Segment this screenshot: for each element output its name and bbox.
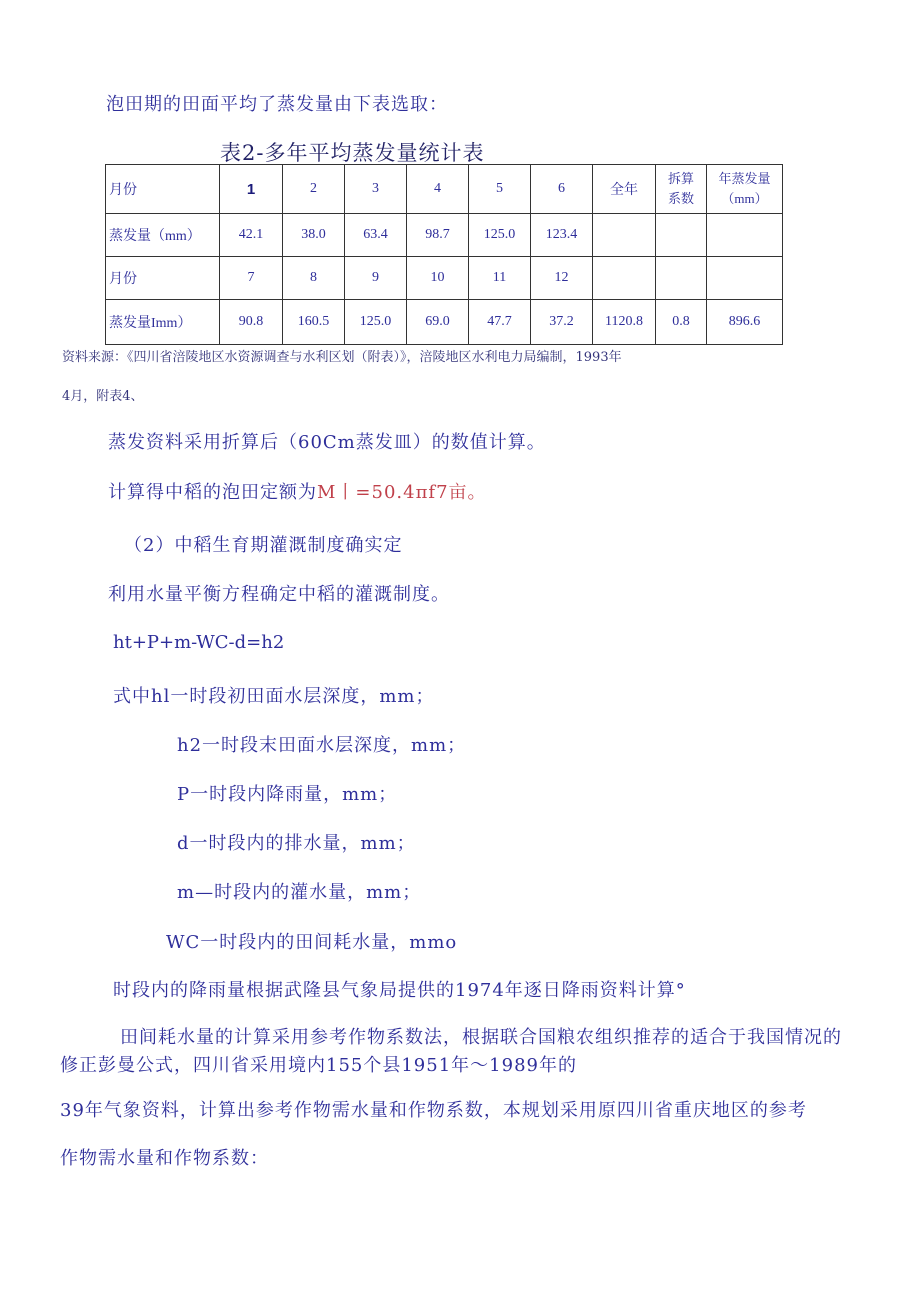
table-cell: 0.8 <box>656 300 707 345</box>
table-row <box>106 300 783 345</box>
balance-paragraph: 利用水量平衡方程确定中稻的灌溉制度。 <box>108 584 450 605</box>
table-row <box>106 257 783 300</box>
table-cell: 9 <box>345 257 407 300</box>
table-cell: 3 <box>345 165 407 214</box>
rainfall-paragraph: 时段内的降雨量根据武隆县气象局提供的1974年逐日降雨资料计算° <box>113 980 686 1001</box>
table-row <box>106 214 783 257</box>
table-cell: 98.7 <box>407 214 469 257</box>
evaporation-paragraph: 蒸发资料采用折算后（60Cm蒸发皿）的数值计算。 <box>108 432 546 453</box>
table-cell: 5 <box>469 165 531 214</box>
table-cell: 11 <box>469 257 531 300</box>
table-cell: 4 <box>407 165 469 214</box>
intro-paragraph: 泡田期的田面平均了蒸发量由下表选取： <box>106 94 448 115</box>
quota-value: M丨=50.4πf7亩。 <box>317 482 487 503</box>
coef-header-line1: 拆算 <box>667 171 694 186</box>
table-source-note-cont: 4月，附表4、 <box>62 389 144 404</box>
table-cell: 12 <box>531 257 593 300</box>
table-cell: 123.4 <box>531 214 593 257</box>
definition-item: WC一时段内的田间耗水量，mmo <box>166 932 458 953</box>
table-cell: 1120.8 <box>593 300 656 345</box>
table-cell <box>593 257 656 300</box>
table-cell: 125.0 <box>469 214 531 257</box>
quota-paragraph <box>108 478 487 504</box>
table-cell: 42.1 <box>220 214 283 257</box>
table-cell <box>707 257 783 300</box>
table-row <box>106 165 783 214</box>
table-cell: 47.7 <box>469 300 531 345</box>
crop-coefficient-paragraph-cont: 39年气象资料，计算出参考作物需水量和作物系数，本规划采用原四川省重庆地区的参考 <box>60 1100 807 1121</box>
table-cell: 63.4 <box>345 214 407 257</box>
table-cell <box>656 257 707 300</box>
table-source-note: 资料来源：《四川省涪陵地区水资源调查与水利区划（附表）》，涪陵地区水利电力局编制，1993年 <box>62 350 622 365</box>
table-caption: 表2-多年平均蒸发量统计表 <box>220 141 485 165</box>
coef-header-line2: 系数 <box>667 191 694 206</box>
table-cell: 896.6 <box>707 300 783 345</box>
table-cell: 10 <box>407 257 469 300</box>
table-cell: 月份 <box>106 257 220 300</box>
table-cell <box>656 165 707 214</box>
table-cell: 38.0 <box>283 214 345 257</box>
annual-header-line1: 年蒸发量 <box>718 171 771 186</box>
water-balance-equation: ht+P+m-WC-d=h2 <box>113 632 285 653</box>
table-cell <box>707 165 783 214</box>
table-cell <box>593 214 656 257</box>
evaporation-table <box>105 164 783 345</box>
definition-item: h2一时段末田面水层深度，mm； <box>177 735 467 756</box>
table-cell: 69.0 <box>407 300 469 345</box>
table-cell: 1 <box>220 165 283 214</box>
table-cell: 2 <box>283 165 345 214</box>
crop-coefficient-paragraph-end: 作物需水量和作物系数： <box>60 1148 269 1169</box>
quota-text: 计算得中稻的泡田定额为 <box>108 482 317 503</box>
table-cell: 月份 <box>106 165 220 214</box>
table-cell: 160.5 <box>283 300 345 345</box>
definition-item: d一时段内的排水量，mm； <box>177 833 416 854</box>
table-cell: 90.8 <box>220 300 283 345</box>
definition-item: P一时段内降雨量，mm； <box>177 784 398 805</box>
table-cell: 37.2 <box>531 300 593 345</box>
table-cell: 6 <box>531 165 593 214</box>
table-cell: 7 <box>220 257 283 300</box>
crop-coefficient-paragraph: 田间耗水量的计算采用参考作物系数法，根据联合国粮农组织推荐的适合于我国情况的修正彭曼公式，四川省采用境内155个县1951年～1989年的 <box>60 1027 842 1076</box>
table-cell <box>656 214 707 257</box>
annual-header-line2: （mm） <box>721 191 768 206</box>
table-cell <box>707 214 783 257</box>
table-cell: 全年 <box>593 165 656 214</box>
table-cell: 蒸发量（mm） <box>106 214 220 257</box>
table-cell: 125.0 <box>345 300 407 345</box>
table-cell: 蒸发量Imm） <box>106 300 220 345</box>
section-heading: （2）中稻生育期灌溉制度确实定 <box>124 535 403 556</box>
definition-item: m—时段内的灌水量，mm； <box>177 882 422 903</box>
definition-item: 式中hl一时段初田面水层深度，mm； <box>113 686 435 707</box>
table-cell: 8 <box>283 257 345 300</box>
